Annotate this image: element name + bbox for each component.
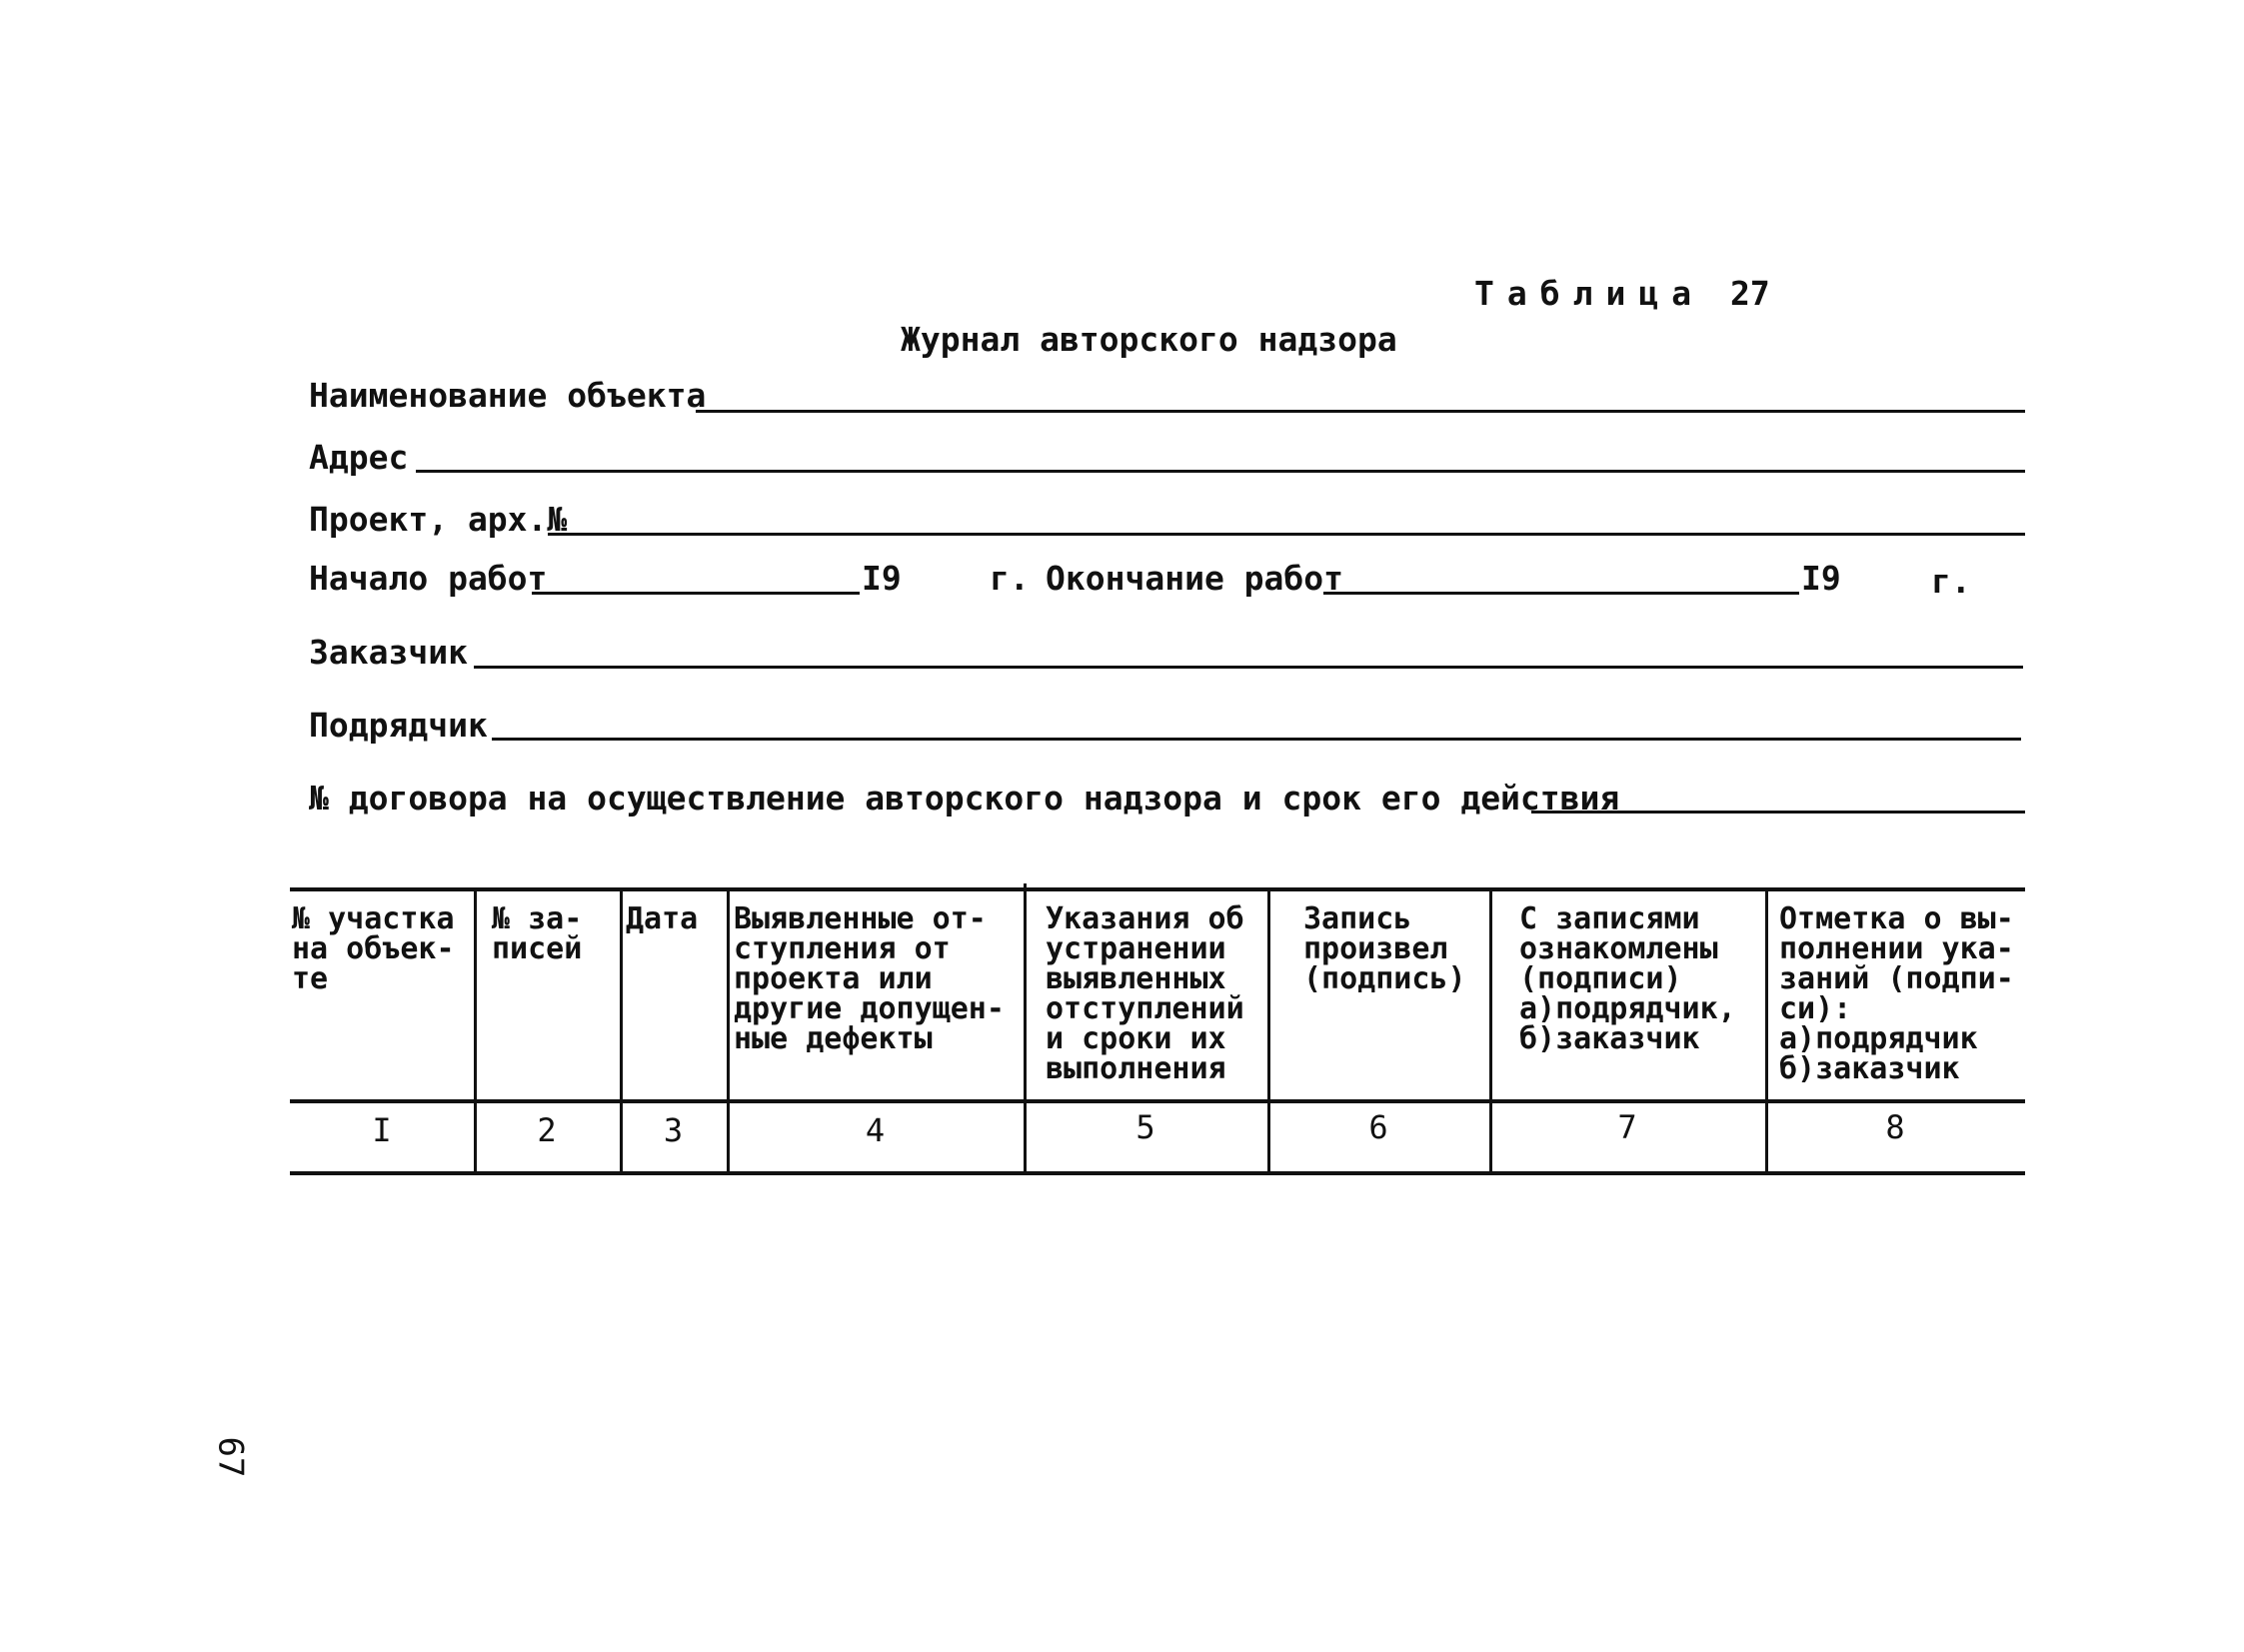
end-year-suffix: г. <box>1931 562 1971 601</box>
start-label: Начало работ <box>309 559 548 598</box>
column-header-record-number: № за- писей <box>492 901 583 966</box>
column-number: 3 <box>663 1111 684 1149</box>
contract-field[interactable] <box>1531 811 2025 814</box>
table-number: 27 <box>1729 274 1770 313</box>
contract-label: № договора на осуществление авторского надзора и срок его действия <box>309 779 1620 818</box>
column-number: 4 <box>865 1111 886 1149</box>
customer-field[interactable] <box>474 666 2023 669</box>
object-name-field[interactable] <box>696 410 2025 413</box>
object-name-label: Наименование объекта <box>309 376 707 415</box>
start-year-suffix: г. <box>990 559 1030 598</box>
column-header-record-made-by: Запись произвел (подпись) <box>1303 901 1466 996</box>
address-label: Адрес <box>309 438 409 477</box>
page-number: 67 <box>210 1436 251 1478</box>
project-field[interactable] <box>548 533 2025 536</box>
column-number: I <box>372 1111 392 1149</box>
column-number: 2 <box>537 1111 557 1149</box>
column-number: 5 <box>1135 1108 1155 1146</box>
column-header-date: Дата <box>626 901 699 936</box>
column-number: 7 <box>1617 1108 1637 1146</box>
column-header-completion-mark: Отметка о вы- полнении ука- заний (подпи- си): а)подрядчик б)заказчик <box>1779 901 2014 1086</box>
column-number: 8 <box>1885 1108 1905 1146</box>
table-label: Таблица <box>1474 274 1705 313</box>
column-header-instructions: Указания об устранении выявленных отступлений и сроки их выполнения <box>1046 901 1244 1086</box>
start-date-field[interactable] <box>532 592 860 595</box>
column-header-section-number: № участка на объек- те <box>292 901 455 996</box>
customer-label: Заказчик <box>309 633 468 672</box>
end-label: Окончание работ <box>1046 559 1344 598</box>
start-year-prefix: I9 <box>862 559 902 598</box>
journal-title: Журнал авторского надзора <box>901 320 1397 359</box>
end-year-prefix: I9 <box>1801 559 1841 598</box>
end-date-field[interactable] <box>1323 592 1799 595</box>
column-number: 6 <box>1368 1108 1388 1146</box>
contractor-field[interactable] <box>492 738 2021 741</box>
contractor-label: Подрядчик <box>309 706 488 745</box>
column-header-acknowledged: С записями ознакомлены (подписи) а)подрядчик, б)заказчик <box>1519 901 1736 1056</box>
column-header-deviations: Выявленные от- ступления от проекта или другие допущен- ные дефекты <box>734 901 1005 1056</box>
project-label: Проект, арх.№ <box>309 500 568 539</box>
address-field[interactable] <box>416 470 2025 473</box>
table-label-block <box>1474 274 1770 314</box>
